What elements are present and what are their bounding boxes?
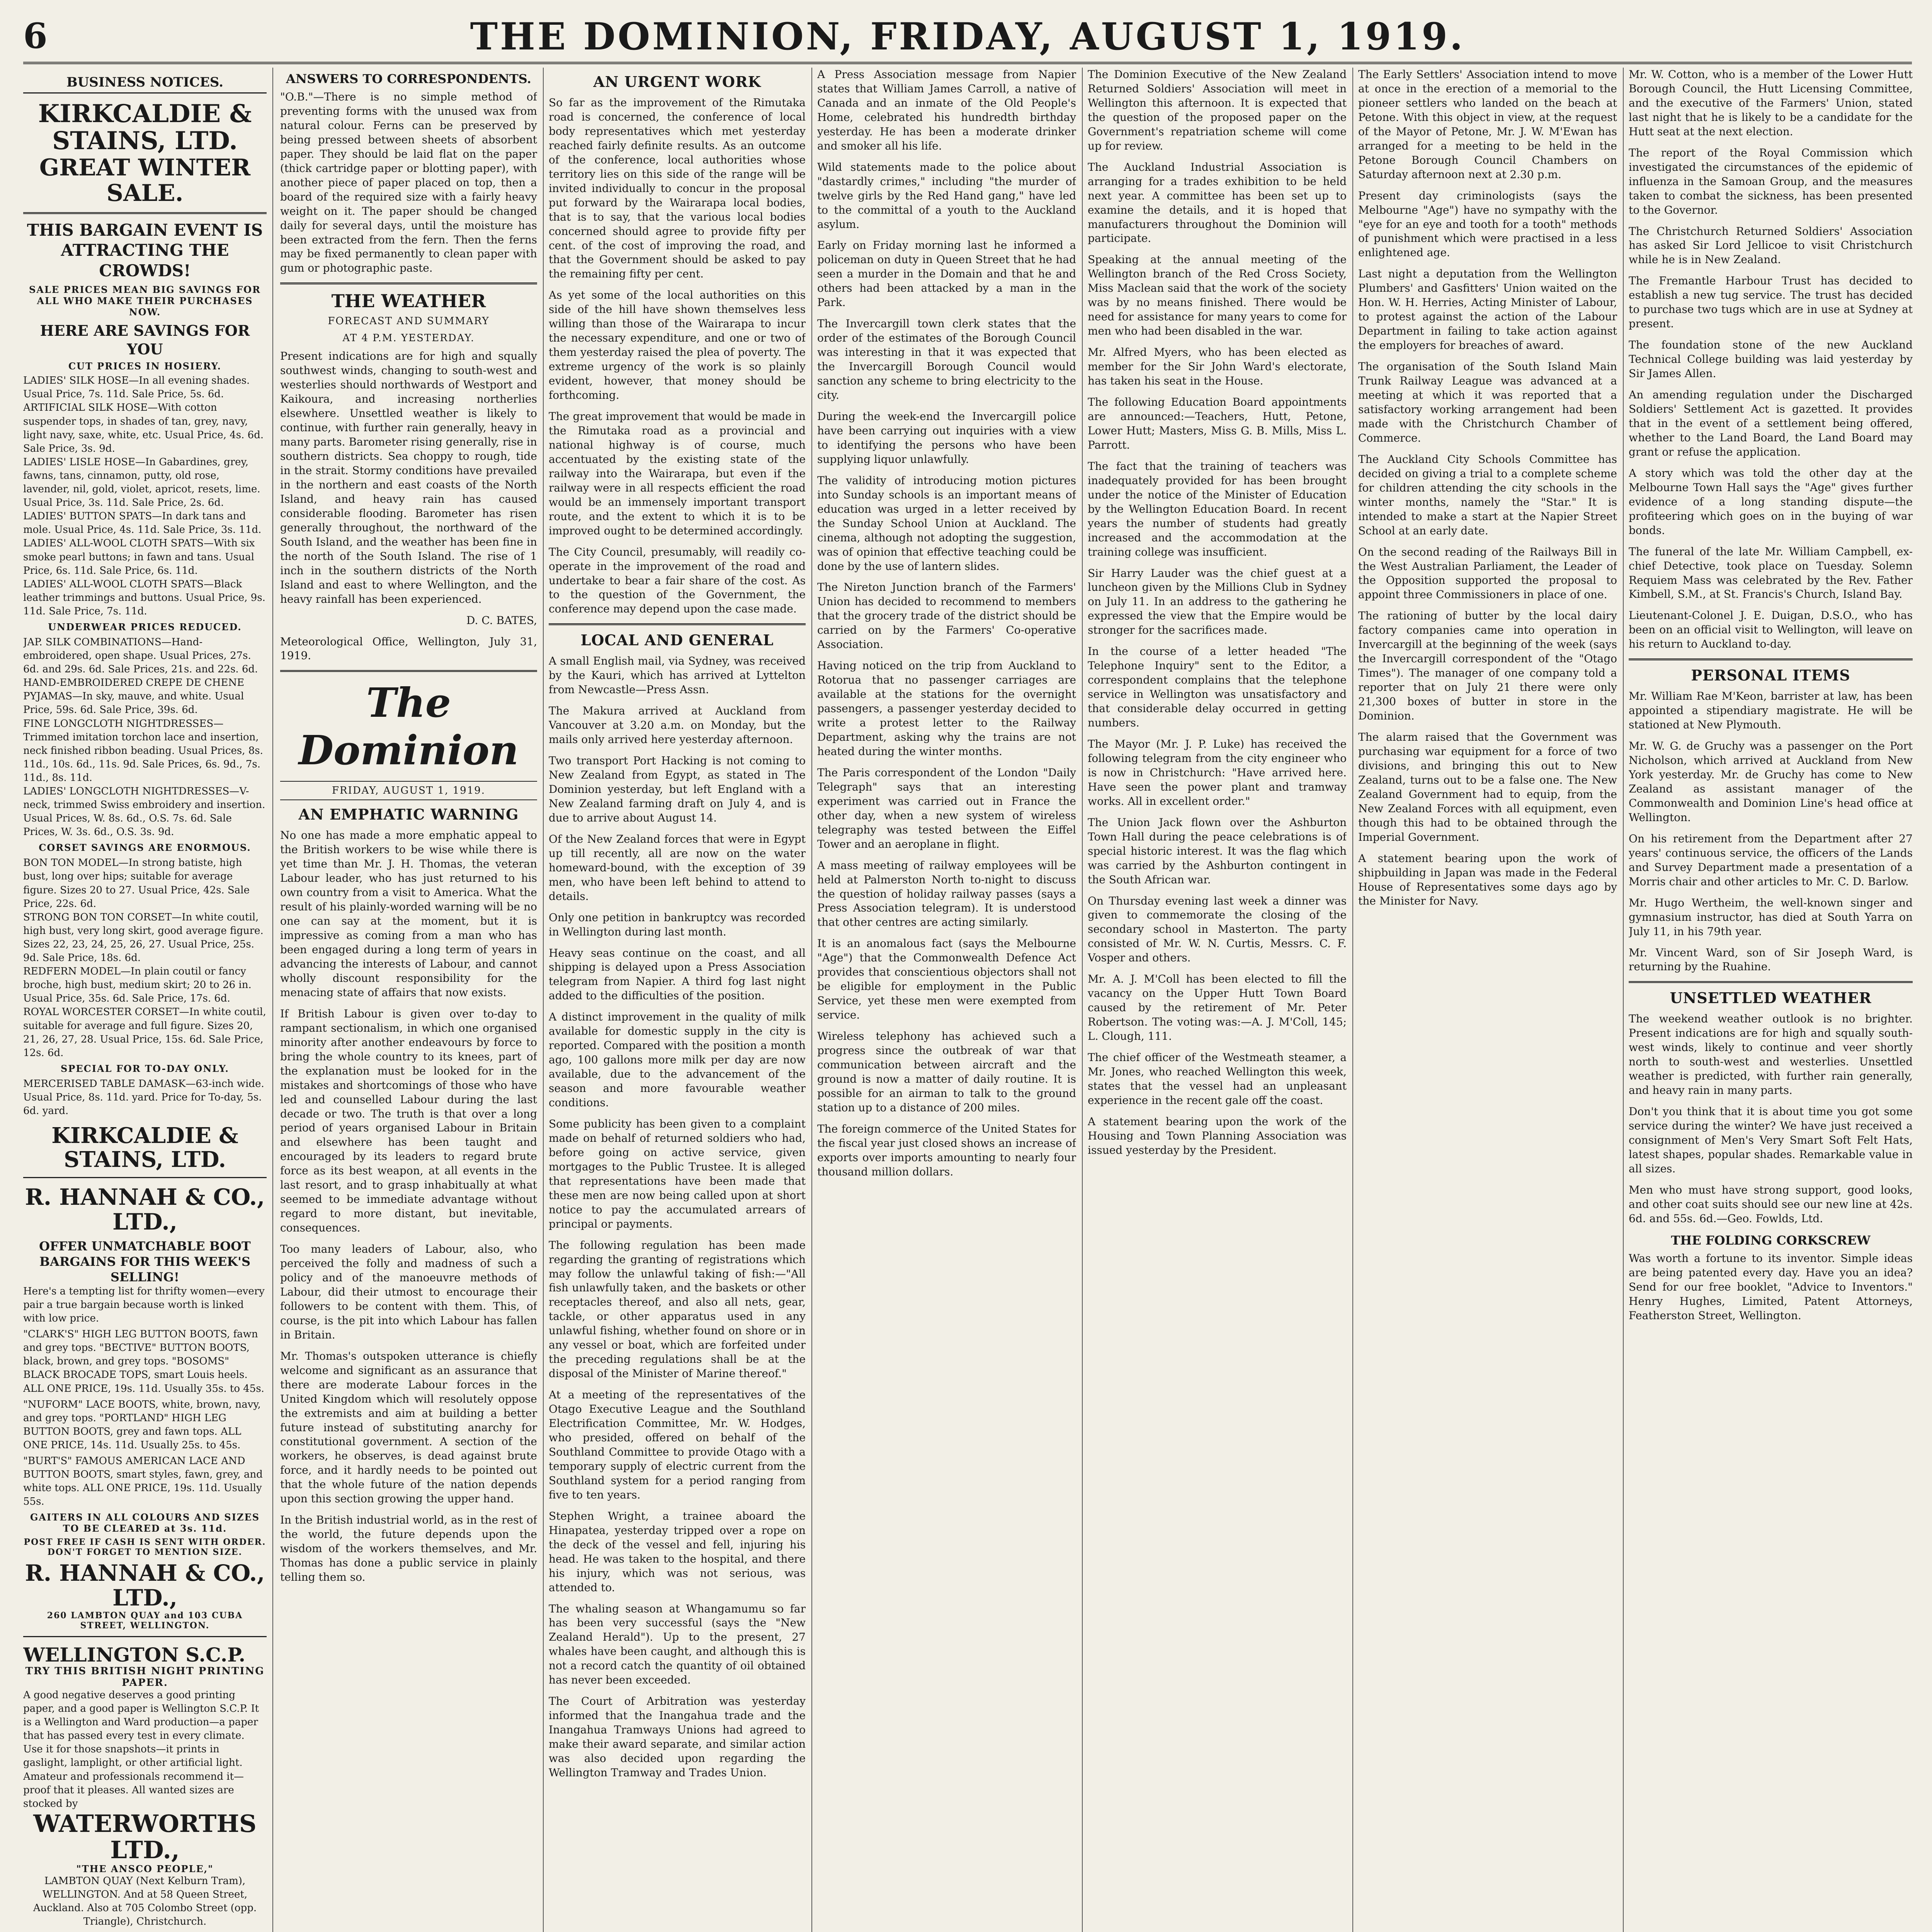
ad-item: REDFERN MODEL—In plain coutil or fancy broche, high bust, medium skirt; 20 to 26 in. Usual Price, 35s. 6d. Sale Price, 17s. 6d. [23,966,252,1005]
divider [280,670,537,672]
news-paragraph: Of the New Zealand forces that were in Egypt up till recently, all are now on the water homeward-bound, with the exception of 39 men, who have been left behind to attend to details. [549,832,806,903]
leader-heading: AN EMPHATIC WARNING [298,806,519,823]
ad-item: BON TON MODEL—In strong batiste, high bust, long over hips; suitable for average figure. Sizes 20 to 27. Usual Price, 42s. Sale Price, 22s. 6d. [23,857,250,910]
news-paragraph: The fact that the training of teachers was inadequately provided for has been brought under the notice of the Minister of Education by the Wellington Education Board. In recent years the number of students had greatly increased and the accommodation at the training college was insufficient. [1088,459,1347,558]
hannah-boot-ad [23,1177,267,1636]
divider [23,212,267,214]
divider [1629,658,1913,660]
news-paragraph: The Court of Arbitration was yesterday informed that the Inangahua trade and the Inangahua Tramways Unions had agreed to make their award separate, and similar action was also decided upon regarding the Wellington Tramway and Trades Union. [549,1695,806,1779]
personal-paragraph: Mr. Vincent Ward, son of Sir Joseph Ward, is returning by the Ruahine. [1629,946,1913,973]
news-paragraph: Only one petition in bankruptcy was recorded in Wellington during last month. [549,911,806,938]
ad-headline: OFFER UNMATCHABLE BOOT BARGAINS FOR THIS WEEK'S SELLING! [39,1238,251,1284]
ad-sale-title: GREAT WINTER SALE. [39,154,251,207]
news-paragraph: The Auckland Industrial Association is arranging for a trades exhibition to be held next year. A committee has been set up to examine the details, and it is hoped that manufacturers throughout the Dominion will participate. [1088,160,1347,245]
ad-brand: WELLINGTON S.C.P. [23,1643,246,1666]
waterworths-ad [23,1636,267,1932]
news-paragraph: The rationing of butter by the local dairy factory companies came into operation in Invercargill at the beginning of the week (says the Invercargill correspondent of the "Otago Times"). The manager of one company told a reporter that on July 21 there were only 21,300 boxes of butter in store in the Dominion. [1358,609,1617,723]
weather-office: Meteorological Office, Wellington, July 31, 1919. [280,635,537,662]
ad-brand: R. HANNAH & CO., LTD., [25,1184,265,1235]
ad-item: "NUFORM" LACE BOOTS, white, brown, navy, and grey tops. "PORTLAND" HIGH LEG BUTTON BOOTS, grey and fawn tops. ALL ONE PRICE, 14s. 11d. Usually 25s. to 45s. [23,1398,261,1451]
column-rule [272,68,273,1932]
ad-item: LADIES' ALL-WOOL CLOTH SPATS—Black leather trimmings and buttons. Usual Price, 9s. 11d. Sale Price, 7s. 11d. [23,578,265,617]
news-paragraph: Sir Harry Lauder was the chief guest at a luncheon given by the Millions Club in Sydney on July 11. In an address to the gathering he expressed the view that the Empire would be stronger for the sacrifices made. [1088,566,1347,637]
news-paragraph: Speaking at the annual meeting of the Wellington branch of the Red Cross Society, Miss Maclean said that the work of the society was by no means finished. There would be need for assistance for many years to come for men who had been disabled in the war. [1088,253,1347,338]
divider [1629,981,1913,983]
article-heading: AN URGENT WORK [593,73,761,90]
news-paragraph: A statement bearing upon the work of the Housing and Town Planning Association was issued yesterday by the President. [1088,1115,1347,1156]
news-paragraph: During the week-end the Invercargill police have been carrying out inquiries with a view to identifying the persons who have been supplying liquor unlawfully. [817,410,1076,466]
column-1-advertisements [23,68,267,1932]
news-paragraph: The chief officer of the Westmeath steamer, a Mr. Jones, who reached Wellington this week, states that the vessel had an unpleasant experience in the recent gale off the coast. [1088,1051,1347,1107]
news-paragraph: The Fremantle Harbour Trust has decided to establish a new tug service. The trust has decided to purchase two tugs which are in use at Sydney at present. [1629,274,1913,330]
leader-paragraph: Too many leaders of Labour, also, who perceived the folly and madness of such a policy and of the manoeuvre methods of Labour, did their utmost to encourage their followers to be content with them. This, of course, is the pit into which Labour has fallen in Britain. [280,1243,537,1341]
news-paragraph: The Auckland City Schools Committee has decided on giving a trial to a complete scheme for children attending the city schools in the winter months, namely the "Star." It is intended to make a start at the Napier Street School at an early date. [1358,452,1617,537]
column-4 [817,68,1076,1932]
page-number: 6 [23,15,48,56]
news-paragraph: The foundation stone of the new Auckland Technical College building was laid yesterday by Sir James Allen. [1629,338,1913,380]
news-paragraph: Last night a deputation from the Wellington Plumbers' and Gasfitters' Union waited on the Hon. W. H. Herries, Acting Minister of Labour, to protest against the action of the Labour Department in failing to take action against the employers for breaches of award. [1358,267,1617,352]
ad-item: "BURT'S" FAMOUS AMERICAN LACE AND BUTTON BOOTS, smart styles, fawn, grey, and white tops. ALL ONE PRICE, 19s. 11d. Usually 55s. [23,1455,263,1508]
leader-paragraph: No one has made a more emphatic appeal to the British workers to be wise while there is yet time than Mr. J. H. Thomas, the veteran Labour leader, who has just returned to his own country from a visit to America. What the result of his plainly-worded warning will be no one can say at the moment, but it is impressive as coming from a man who has been engaged during a long term of years in advancing the interests of Labour, and cannot wholly discount responsibility for the menacing state of affairs that now exists. [280,829,537,999]
news-paragraph: The following regulation has been made regarding the granting of registrations which may follow the unlawful taking of fish:—"All fish unlawfully taken, and the baskets or other receptacles thereof, and also all nets, gear, tackle, or other apparatus used in any unlawful fishing, whether found on shore or in any vessel or boat, which are forfeited under the preceding regulations shall be at the disposal of the Minister of Marine thereof." [549,1238,806,1380]
news-paragraph: Mr. A. J. M'Coll has been elected to fill the vacancy on the Upper Hutt Town Board caused by the retirement of Mr. Peter Robertson. The voting was:—A. J. M'Coll, 145; L. Clough, 111. [1088,973,1347,1043]
ad-footer-brand: WATERWORTHS LTD., [33,1809,257,1864]
leader-paragraph: In the British industrial world, as in the rest of the world, the future depends upon the wisdom of the workers themselves, and Mr. Thomas has done a public service in plainly telling them so. [280,1514,537,1584]
ad-body: A good negative deserves a good printing paper, and a good paper is Wellington S.C.P. It is a Wellington and Ward production—a paper that has passed every test in every climate. Use it for those snapshots—it prints in gaslight, lamplight, or other artificial light. Amateur and professionals recommend it—proof that it pleases. All wanted sizes are stocked by [23,1689,259,1810]
leader-paragraph: If British Labour is given over to-day to rampant sectionalism, in which one organised minority after another endeavours by force to bring the whole country to its knees, part of the explanation must be looked for in the mistakes and shortcomings of those who have led and counselled Labour during the last decade or two. The truth is that over a long period of years organised Labour in Britain and elsewhere has been taught and encouraged by its leaders to regard brute force as its best weapon, at all events in the last resort, and to grasp inhabitually at what seemed to be immediate advantage without regard to more distant, but inevitable, consequences. [280,1007,537,1235]
news-paragraph: The Mayor (Mr. J. P. Luke) has received the following telegram from the city engineer who is now in Christchurch: "Have arrived here. Have seen the power plant and tramway works. All in excellent order." [1088,737,1347,808]
column-rule [811,68,812,1932]
news-paragraph: The Invercargill town clerk states that the order of the estimates of the Borough Council was interesting in that it was expected that the Invercargill Borough Council would sanction any scheme to bring electricity to the city. [817,317,1076,402]
ad-item: JAP. SILK COMBINATIONS—Hand-embroidered, open shape. Usual Prices, 27s. 6d. and 29s. 6d. Sale Prices, 21s. and 22s. 6d. [23,636,258,675]
news-paragraph: Don't you think that it is about time you got some service during the winter? We have just received a consignment of Men's Very Smart Soft Felt Hats, latest shapes, popular shades. Remarkable value in all sizes. [1629,1105,1913,1175]
weather-time: AT 4 P.M. YESTERDAY. [342,332,475,344]
ad-item: HAND-EMBROIDERED CREPE DE CHENE PYJAMAS—In sky, mauve, and white. Usual Price, 59s. 6d. Sale Price, 39s. 6d. [23,677,245,716]
corkscrew-heading: THE FOLDING CORKSCREW [1671,1233,1871,1248]
column-2 [280,68,537,1932]
article-paragraph: As yet some of the local authorities on this side of the hill have shown themselves less willing than those of the Wairarapa to incur the necessary expenditure, and one or two of them yesterday raised the plea of poverty. The extreme urgency of the work is so plainly evident, however, that money should be forthcoming. [549,289,806,402]
ad-post: POST FREE IF CASH IS SENT WITH ORDER. DON'T FORGET TO MENTION SIZE. [24,1537,266,1558]
news-paragraph: The funeral of the late Mr. William Campbell, ex-chief Detective, took place on Tuesday. Solemn Requiem Mass was celebrated by the Rev. Father Kimbell, S.M., at St. Francis's Church, Island Bay. [1629,545,1913,601]
news-paragraph: The following Education Board appointments are announced:—Teachers, Hutt, Petone, Lower Hutt; Masters, Miss G. B. Mills, Miss L. Parrott. [1088,396,1347,451]
column-rule [1352,68,1353,1932]
news-paragraph: The organisation of the South Island Main Trunk Railway League was advanced at a meeting at which it was reported that a satisfactory working arrangement had been made with the Christchurch Chamber of Commerce. [1358,360,1617,444]
news-paragraph: Mr. W. Cotton, who is a member of the Lower Hutt Borough Council, the Hutt Licensing Committee, and the executive of the Farmers' Union, stated last night that he is likely to be a candidate for the Hutt seat at the next election. [1629,68,1913,138]
news-paragraph: A small English mail, via Sydney, was received by the Kauri, which has arrived at Lyttelton from Newcastle—Press Assn. [549,655,806,696]
news-paragraph: A Press Association message from Napier states that William James Carroll, a native of Canada and an inmate of the Old People's Home, celebrated his hundredth birthday yesterday. He has been a moderate drinker and smoker all his life. [817,68,1076,152]
column-5 [1088,68,1347,1932]
divider [280,282,537,284]
news-paragraph: Mr. Alfred Myers, who has been elected as member for the Sir John Ward's electorate, has taken his seat in the House. [1088,346,1347,388]
news-paragraph: An amending regulation under the Discharged Soldiers' Settlement Act is gazetted. It provides that in the event of a settlement being offered, whether to the Land Board, the Land Board may grant or refuse the application. [1629,388,1913,458]
news-paragraph: It is an anomalous fact (says the Melbourne "Age") that the Commonwealth Defence Act provides that conscientious objectors shall not be eligible for employment in the Public Service, yet these men were exempted from service. [817,937,1076,1022]
personal-paragraph: Mr. W. G. de Gruchy was a passenger on the Port Nicholson, which arrived at Auckland from New York yesterday. Mr. de Gruchy has come to New Zealand as assistant manager of the Commonwealth and Dominion Line's head office at Wellington. [1629,740,1913,824]
news-paragraph: Present day criminologists (says the Melbourne "Age") have no sympathy with the "eye for an eye and tooth for a tooth" methods of punishment which were practised in a less enlightened age. [1358,189,1617,259]
ad-footer-brand: KIRKCALDIE & STAINS, LTD. [51,1123,238,1172]
ad-gaiters: GAITERS IN ALL COLOURS AND SIZES TO BE CLEARED at 3s. 11d. [30,1512,260,1534]
section-label: BUSINESS NOTICES. [66,75,224,90]
news-paragraph: Lieutenant-Colonel J. E. Duigan, D.S.O., who has been on an official visit to Wellington, will leave on his return to Auckland to-day. [1629,609,1913,651]
ad-address: LAMBTON QUAY (Next Kelburn Tram), WELLINGTON. And at 58 Queen Street, Auckland. Also at 705 Colombo Street (opp. Triangle), Christchurch. [33,1875,257,1928]
news-paragraph: Some publicity has been given to a complaint made on behalf of returned soldiers who had, before going on active service, given mortgages to the Public Trustee. It is alleged that representations have been made that these men are now being called upon at short notice to pay the accumulated arrears of principal or payments. [549,1117,806,1230]
ad-item: LADIES' SILK HOSE—In all evening shades. Usual Price, 7s. 11d. Sale Price, 5s. 6d. [23,375,250,400]
ad-footer-brand: R. HANNAH & CO., LTD., [25,1560,265,1611]
corkscrew-body: Was worth a fortune to its inventor. Simple ideas are being patented every day. Have you an idea? Send for our free booklet, "Advice to Inventors." Henry Hughes, Limited, Patent Attorneys, Featherston Street, Wellington. [1629,1252,1913,1322]
answers-heading: ANSWERS TO CORRESPONDENTS. [286,71,531,86]
news-paragraph: The Union Jack flown over the Ashburton Town Hall during the peace celebrations is of special historic interest. It was the flag which was carried by the Ashburton contingent in the South African war. [1088,816,1347,886]
personal-paragraph: Mr. William Rae M'Keon, barrister at law, has been appointed a stipendiary magistrate. He will be stationed at New Plymouth. [1629,690,1913,731]
news-paragraph: The Dominion Executive of the New Zealand Returned Soldiers' Association will meet in Wellington this afternoon. It is expected that the question of the proposed paper on the Government's repatriation scheme will come up for review. [1088,68,1347,152]
news-paragraph: The Christchurch Returned Soldiers' Association has asked Sir Lord Jellicoe to visit Christchurch while he is in New Zealand. [1629,224,1913,266]
ad-section-hosiery: CUT PRICES IN HOSIERY. [68,361,222,372]
news-paragraph: Having noticed on the trip from Auckland to Rotorua that no passenger carriages are available at the stations for the overnight passengers, a passenger yesterday decided to write a protest letter to the Railway Department, asking why the trains are not heated during the winter months. [817,659,1076,758]
weather-heading: THE WEATHER [331,291,486,312]
news-paragraph: Two transport Port Hacking is not coming to New Zealand from Egypt, as stated in The Dominion yesterday, but left England with a New Zealand farming draft on July 4, and is due to arrive about August 14. [549,754,806,824]
news-paragraph: A statement bearing upon the work of shipbuilding in Japan was made in the Federal House of Representatives some days ago by the Minister for Navy. [1358,852,1617,908]
news-paragraph: In the course of a letter headed "The Telephone Inquiry" sent to the Editor, a correspondent complains that the telephone service in Wellington was unsatisfactory and that considerable delay occurred in getting numbers. [1088,645,1347,730]
leader-paragraph: Mr. Thomas's outspoken utterance is chiefly welcome and significant as an assurance that there are moderate Labour forces in the United Kingdom which will resolutely oppose the extremists and aim at building a better future instead of substituting anarchy for constitutional government. A section of the workers, he observes, is dead against brute force, and it hardly needs to be pointed out that the whole future of the nation depends upon this section growing the upper hand. [280,1349,537,1505]
ad-item: ARTIFICIAL SILK HOSE—With cotton suspender tops, in shades of tan, grey, navy, light navy, saxe, white, etc. Usual Price, 4s. 6d. Sale Price, 3s. 9d. [23,402,264,454]
news-paragraph: The Early Settlers' Association intend to move at once in the erection of a memorial to the pioneer settlers who landed on the beach at Petone. With this object in view, at the request of the Mayor of Petone, Mr. J. W. M'Ewan has arranged for a meeting to be held in the Petone Borough Council Chambers on Saturday afternoon next at 2.30 p.m. [1358,68,1617,181]
ad-item: MERCERISED TABLE DAMASK—63-inch wide. Usual Price, 8s. 11d. yard. Price for To-day, 5s. 6d. yard. [23,1078,264,1117]
news-paragraph: Stephen Wright, a trainee aboard the Hinapatea, yesterday tripped over a rope on the deck of the vessel and fell, injuring his head. He was taken to the hospital, and there his injury, which was not serious, was attended to. [549,1509,806,1594]
ad-item: ROYAL WORCESTER CORSET—In white coutil, suitable for average and full figure. Sizes 20, 21, 26, 27, 28. Usual Price, 15s. 6d. Sale Price, 12s. 6d. [23,1006,266,1059]
news-paragraph: The Nireton Junction branch of the Farmers' Union has decided to recommend to members that the grocery trade of the district should be carried on by the Farmers' Co-operative Association. [817,581,1076,651]
ad-item: LADIES' LONGCLOTH NIGHTDRESSES—V-neck, trimmed Swiss embroidery and insertion. Usual Prices, W. 8s. 6d., O.S. 7s. 6d. Sale Prices, W. 3s. 6d., O.S. 3s. 9d. [23,786,265,838]
article-paragraph: The City Council, presumably, will readily co-operate in the improvement of the road and undertake to bear a fair share of the cost. As to the question of the Government, the conference may depend upon the case made. [549,545,806,616]
news-paragraph: The report of the Royal Commission which investigated the circumstances of the epidemic of influenza in the Samoan Group, and the measures taken to combat the sickness, has been presented to the Governor. [1629,146,1913,216]
article-paragraph: The great improvement that would be made in the Rimutaka road as a provincial and national highway is of course, much accentuated by the existing state of the railway into the Wairarapa, but even if the railway were in all respects efficient the road would be an immensely important transport route, and the extent to which it is to be improved ought to be determined accordingly. [549,410,806,537]
ad-headline: THIS BARGAIN EVENT IS ATTRACTING THE CROWDS! [27,220,263,280]
editorial-date: FRIDAY, AUGUST 1, 1919. [280,781,537,800]
news-paragraph: On the second reading of the Railways Bill in the West Australian Parliament, the Leader of the Opposition supported the proposal to appoint three Commissioners in place of one. [1358,545,1617,601]
kirkcaldie-sale-ad [23,92,267,1177]
news-paragraph: The foreign commerce of the United States for the fiscal year just closed shows an increase of exports over imports amounting to nearly four thousand million dollars. [817,1122,1076,1178]
weather-signature: D. C. BATES, [466,614,537,627]
news-paragraph: The Paris correspondent of the London "Daily Telegraph" says that an interesting experiment was carried out in France the other day, when a new system of wireless telegraphy was tested between the Eiffel Tower and an aeroplane in flight. [817,766,1076,850]
news-paragraph: At a meeting of the representatives of the Otago Executive League and the Southland Electrification Committee, Mr. W. Hodges, who presided, offered on behalf of the Southland Committee to provide Otago with a temporary supply of electric current from the Southland system for a period ranging from five to ten years. [549,1388,806,1501]
news-paragraph: Wild statements made to the police about "dastardly crimes," including "the murder of twelve girls by the Red Hand gang," have led to the committal of a youth to the Auckland asylum. [817,160,1076,231]
column-rule [1082,68,1083,1932]
personal-items-heading: PERSONAL ITEMS [1691,667,1850,684]
ad-headline: TRY THIS BRITISH NIGHT PRINTING PAPER. [25,1665,265,1689]
personal-paragraph: Mr. Hugo Wertheim, the well-known singer and gymnasium instructor, has died at South Yarra on July 11, in his 79th year. [1629,896,1913,938]
answers-body: "O.B."—There is no simple method of preventing forms with the unused wax from natural colour. Ferns can be preserved by being pressed between sheets of absorbent paper. They should be laid flat on the paper (thick cartridge paper or blotting paper), with another piece of paper placed on top, then a board of the required size with a fairly heavy weight on it. The paper should be changed daily for several days, until the moisture has been extracted from the fern. Then the ferns may be fixed permanently to clean paper with gum or photographic paste. [280,90,537,275]
news-paragraph: Men who must have strong support, good looks, and other coat suits should see our new line at 42s. 6d. and 55s. 6d.—Geo. Fowlds, Ltd. [1629,1183,1913,1225]
ad-section-underwear: UNDERWEAR PRICES REDUCED. [48,621,242,633]
column-7 [1629,68,1913,1932]
news-paragraph: A story which was told the other day at the Melbourne Town Hall says the "Age" gives further evidence of a long standing dispute—the profiteering which goes on in the buying of war bonds. [1629,466,1913,537]
news-paragraph: The alarm raised that the Government was purchasing war equipment for a force of two divisions, and bringing this out to New Zealand, turns out to be a false one. The New Zealand Government had to equip, from the New Zealand Forces with all equipment, even though this had to be obtained through the Imperial Government. [1358,730,1617,844]
article-paragraph: So far as the improvement of the Rimutaka road is concerned, the conference of local body representatives which met yesterday reached fairly definite results. As an outcome of the conference, local authorities whose territory lies on this side of the range will be invited individually to concur in the proposal put forward by the Wairarapa local bodies, that is to say, that the various local bodies concerned should agree to provide fifty per cent. of the cost of improving the road, and that the Government should be asked to pay the remaining fifty per cent. [549,96,806,281]
news-paragraph: A mass meeting of railway employees will be held at Palmerston North to-night to discuss the question of holiday railway passes (says a Press Association telegram). It is understood that other centres are acting similarly. [817,859,1076,929]
news-paragraph: The weekend weather outlook is no brighter. Present indications are for high and squally south-west winds, likely to continue and veer shortly north to south-west and westerlies. Unsettled weather is predicted, with further rain generally, and heavy rain in many parts. [1629,1012,1913,1097]
ad-section-corsets: CORSET SAVINGS ARE ENORMOUS. [39,842,251,854]
column-3 [549,68,806,1932]
news-paragraph: Heavy seas continue on the coast, and all shipping is delayed upon a Press Association telegram from Napier. A third fog last night added to the difficulties of the position. [549,946,806,1002]
ad-intro: Here's a tempting list for thrifty women—every pair a true bargain because worth is linked with low price. [23,1285,265,1325]
ad-section-special: SPECIAL FOR TO-DAY ONLY. [60,1063,229,1074]
ad-item: STRONG BON TON CORSET—In white coutil, high bust, very long skirt, good average figure. Sizes 22, 23, 24, 25, 26, 27. Usual Price, 25s. 9d. Sale Price, 18s. 6d. [23,911,264,964]
ad-address: 260 LAMBTON QUAY and 103 CUBA STREET, WELLINGTON. [47,1610,243,1631]
ad-item: LADIES' ALL-WOOL CLOTH SPATS—With six smoke pearl buttons; in fawn and tans. Usual Price, 6s. 11d. Sale Price, 6s. 11d. [23,537,255,577]
divider [549,623,806,625]
column-6 [1358,68,1617,1932]
news-paragraph: A distinct improvement in the quality of milk available for domestic supply in the city is reported. Compared with the position a month ago, 100 gallons more milk per day are now available, due to the advancement of the season and more favourable weather conditions. [549,1010,806,1109]
unsettled-weather-heading: UNSETTLED WEATHER [1670,989,1872,1007]
weather-subheading: FORECAST AND SUMMARY [328,315,490,327]
news-paragraph: Early on Friday morning last he informed a policeman on duty in Queen Street that he had seen a murder in the Domain and that he and others had been attacked by a man in the Park. [817,239,1076,309]
newspaper-title: THE DOMINION, FRIDAY, AUGUST 1, 1919. [470,15,1465,58]
ad-item: LADIES' BUTTON SPATS—In dark tans and mole. Usual Price, 4s. 11d. Sale Price, 3s. 11d. [23,510,262,536]
news-paragraph: The Makura arrived at Auckland from Vancouver at 3.20 a.m. on Monday, but the mails only arrived here yesterday afternoon. [549,704,806,746]
news-paragraph: On Thursday evening last week a dinner was given to commemorate the closing of the secondary school in Masterton. The party consisted of Mr. W. N. Curtis, Messrs. C. F. Vosper and others. [1088,894,1347,964]
ad-item: "CLARK'S" HIGH LEG BUTTON BOOTS, fawn and grey tops. "BECTIVE" BUTTON BOOTS, black, brown, and grey tops. "BOSOMS" BLACK BROCADE TOPS, smart Louis heels. ALL ONE PRICE, 19s. 11d. Usually 35s. to 45s. [23,1328,264,1395]
column-rule [1623,68,1624,1932]
news-paragraph: The whaling season at Whangamumu so far has been very successful (says the "New Zealand Herald"). Up to the present, 27 whales have been caught, and although this is not a record catch the quantity of oil obtained has never been exceeded. [549,1602,806,1687]
personal-paragraph: On his retirement from the Department after 27 years' continuous service, the officers of the Lands and Survey Department made a presentation of a Morris chair and other articles to Mr. C. D. Barlow. [1629,832,1913,888]
local-general-heading: LOCAL AND GENERAL [580,631,774,649]
ad-brand: KIRKCALDIE & STAINS, LTD. [38,99,252,156]
weather-body: Present indications are for high and squally southwest winds, changing to south-west and westerlies should northwards of Westport and Kaikoura, and increasing northerlies elsewhere. Unsettled weather is likely to continue, with further rain generally, heavy in many parts. Barometer rising generally, rise in southern districts. Sea choppy to rough, tide in the strait. Stormy conditions have prevailed in the northern and east coasts of the North Island, and heavy rain has caused considerable flooding. Barometer has risen generally throughout, the northward of the South Island, and the weather has been fine in the north of the South Island. The rise of 1 inch in the southern districts of the North Island and east to where Wellington, and the heavy rainfall has been experienced. [280,350,537,605]
editorial-masthead: The Dominion [298,679,519,774]
ad-tagline: "THE ANSCO PEOPLE," [76,1863,214,1875]
ad-item: LADIES' LISLE HOSE—In Gabardines, grey, fawns, tans, cinnamon, putty, old rose, lavender, nil, gold, violet, apricot, resets, lime. Usual Price, 3s. 11d. Sale Price, 2s. 6d. [23,456,260,509]
page-header [23,12,1912,64]
column-rule [543,68,544,1932]
news-paragraph: The validity of introducing motion pictures into Sunday schools is an important means of education was urged in a letter received by the Sunday School Union at Auckland. The cinema, although not adopting the suggestion, was of opinion that effective teaching could be done by the use of lantern slides. [817,474,1076,573]
ad-values: HERE ARE SAVINGS FOR YOU [40,322,250,358]
news-paragraph: Wireless telephony has achieved such a progress since the outbreak of war that communication between aircraft and the ground is now a matter of daily routine. It is possible for an airman to talk to the ground station up to a distance of 200 miles. [817,1030,1076,1114]
ad-subhead: SALE PRICES MEAN BIG SAVINGS FOR ALL WHO MAKE THEIR PURCHASES NOW. [29,284,261,318]
ad-item: FINE LONGCLOTH NIGHTDRESSES—Trimmed imitation torchon lace and insertion, neck finished ribbon beading. Usual Prices, 8s. 11d., 10s. 6d., 11s. 9d. Sale Prices, 6s. 9d., 7s. 11d., 8s. 11d. [23,718,263,784]
